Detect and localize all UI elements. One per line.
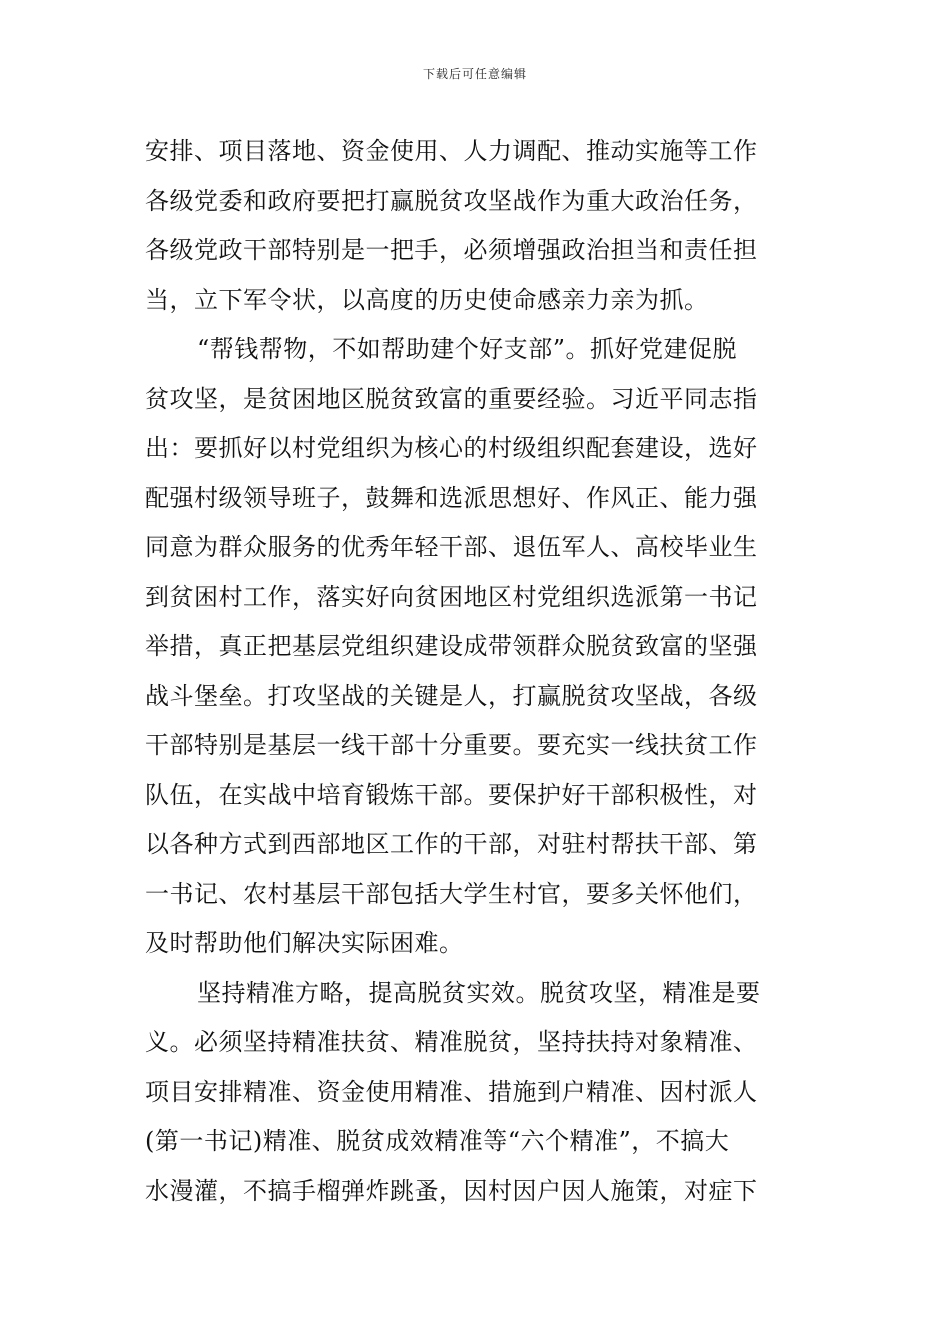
text-line: 及时帮助他们解决实际困难。: [145, 929, 464, 957]
text-line: 一书记、农村基层干部包括大学生村官，要多关怀他们，: [145, 879, 758, 908]
text-line: 出：要抓好以村党组织为核心的村级组织配套建设，选好: [145, 434, 758, 462]
text-line: 配强村级领导班子，鼓舞和选派思想好、作风正、能力强: [145, 483, 758, 512]
text-line: 义。必须坚持精准扶贫、精准脱贫，坚持扶持对象精准、: [145, 1028, 758, 1056]
paragraph-start-line: “帮钱帮物，不如帮助建个好支部”。抓好党建促脱: [197, 335, 738, 363]
text-line: 同意为群众服务的优秀年轻干部、退伍军人、高校毕业生: [145, 533, 758, 561]
text-line: 到贫困村工作，落实好向贫困地区村党组织选派第一书记: [145, 582, 758, 611]
text-line: (第一书记)精准、脱贫成效精准等“六个精准”，不搞大: [145, 1127, 730, 1155]
text-line: 干部特别是基层一线干部十分重要。要充实一线扶贫工作: [145, 731, 758, 759]
text-line: 安排、项目落地、资金使用、人力调配、推动实施等工作: [145, 137, 758, 165]
text-line: 各级党委和政府要把打赢脱贫攻坚战作为重大政治任务，: [145, 186, 758, 215]
paragraph-start-line: 坚持精准方略，提高脱贫实效。脱贫攻坚，精准是要: [197, 978, 761, 1007]
text-line: 队伍，在实战中培育锻炼干部。要保护好干部积极性，对: [145, 780, 758, 809]
text-line: 水漫灌，不搞手榴弹炸跳蚤，因村因户因人施策，对症下: [145, 1176, 758, 1205]
text-line: 贫攻坚，是贫困地区脱贫致富的重要经验。习近平同志指: [145, 384, 758, 413]
text-line: 以各种方式到西部地区工作的干部，对驻村帮扶干部、第: [145, 830, 758, 858]
text-line: 各级党政干部特别是一把手，必须增强政治担当和责任担: [145, 236, 758, 264]
text-line: 当，立下军令状，以高度的历史使命感亲力亲为抓。: [145, 285, 709, 314]
text-line: 举措，真正把基层党组织建设成带领群众脱贫致富的坚强: [145, 632, 758, 660]
text-line: 战斗堡垒。打攻坚战的关键是人，打赢脱贫攻坚战，各级: [145, 681, 758, 710]
document-body: [145, 127, 810, 1216]
text-line: 项目安排精准、资金使用精准、措施到户精准、因村派人: [145, 1077, 758, 1106]
page-header: 下载后可任意编辑: [422, 67, 527, 81]
